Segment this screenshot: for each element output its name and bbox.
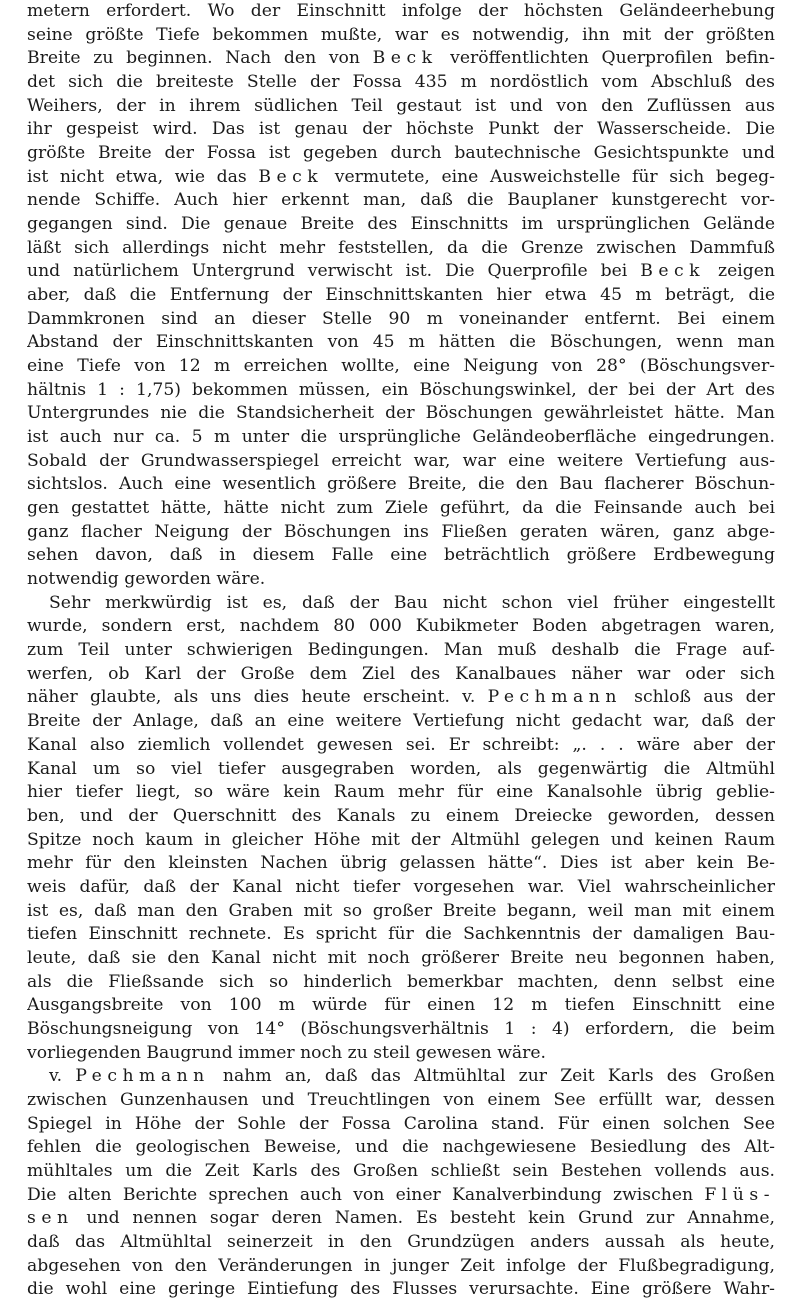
spaced-name: Pechmann: [75, 1066, 210, 1087]
spaced-name: Flüs-: [704, 1184, 775, 1205]
text-line: [27, 805, 775, 829]
spaced-name: Beck: [258, 166, 324, 187]
text-segment: gen gestattet hätte, hätte nicht zum Ziele geführt, da die Feinsande auch bei: [27, 498, 775, 519]
text-segment: Ausgangsbreite von 100 m würde für einen 12 m tiefen Einschnitt eine: [27, 995, 775, 1016]
text-line: [27, 1136, 775, 1160]
text-line: [27, 473, 775, 497]
text-segment: Sehr merkwürdig ist es, daß der Bau nicht schon viel früher eingestellt: [49, 592, 775, 613]
text-line: [27, 781, 775, 805]
text-line: [27, 521, 775, 545]
text-line: [27, 308, 775, 332]
text-segment: gegangen sind. Die genaue Breite des Einschnitts im ursprünglichen Gelände: [27, 214, 775, 235]
text-segment: als die Fließsande sich so hinderlich bemerkbar machten, denn selbst eine: [27, 971, 775, 992]
text-segment: Die alten Berichte sprechen auch von einer Kanalverbindung zwischen: [27, 1184, 705, 1205]
text-segment: Böschungsneigung von 14° (Böschungsverhältnis 1 : 4) erfordern, die beim: [27, 1018, 775, 1039]
paragraph: [27, 592, 775, 1065]
text-line: [27, 686, 775, 710]
text-segment: tiefen Einschnitt rechnete. Es spricht für die Sachkenntnis der damaligen Bau-: [27, 924, 775, 945]
text-segment: näher glaubte, als uns dies heute erscheint. v.: [27, 687, 488, 708]
paragraph: [27, 1065, 775, 1302]
text-segment: die wohl eine geringe Eintiefung des Flusses verursachte. Eine größere Wahr-: [27, 1279, 775, 1300]
text-segment: veröffentlichten Querprofilen befin-: [437, 48, 775, 69]
text-segment: vermutete, eine Ausweichstelle für sich begeg-: [323, 166, 775, 187]
text-segment: weis dafür, daß der Kanal nicht tiefer vorgesehen war. Viel wahrscheinlicher: [27, 876, 775, 897]
text-line: [27, 829, 775, 853]
text-segment: metern erfordert. Wo der Einschnitt infolge der höchsten Geländeerhebung: [27, 1, 775, 21]
text-segment: ist auch nur ca. 5 m unter die ursprüngliche Geländeoberfläche eingedrungen.: [27, 427, 775, 448]
text-line: [27, 379, 775, 403]
text-segment: Dammkronen sind an dieser Stelle 90 m voneinander entfernt. Bei einem: [27, 308, 775, 329]
text-segment: daß das Altmühltal seinerzeit in den Grundzügen anders aussah als heute,: [27, 1231, 775, 1252]
text-segment: und natürlichem Untergrund verwischt ist. Die Querprofile bei: [27, 261, 641, 282]
text-segment: Sobald der Grundwasserspiegel erreicht war, war eine weitere Vertiefung aus-: [27, 450, 775, 471]
text-segment: mühltales um die Zeit Karls des Großen schließt sein Bestehen vollends aus.: [27, 1160, 775, 1181]
text-segment: sehen davon, daß in diesem Falle eine beträchtlich größere Erdbewegung: [27, 545, 775, 566]
text-segment: nende Schiffe. Auch hier erkennt man, daß die Bauplaner kunstgerecht vor-: [27, 190, 775, 211]
text-line: [27, 355, 775, 379]
text-line: [27, 95, 775, 119]
text-line: [27, 947, 775, 971]
text-line: [27, 1018, 775, 1042]
text-segment: Untergrundes nie die Standsicherheit der Böschungen gewährleistet hätte. Man: [27, 403, 775, 424]
text-line: [27, 1278, 775, 1302]
text-line: [27, 544, 775, 568]
document-page: [27, 0, 775, 1300]
text-segment: aber, daß die Entfernung der Einschnittskanten hier etwa 45 m beträgt, die: [27, 285, 775, 306]
text-line: [27, 710, 775, 734]
text-line: [27, 47, 775, 71]
text-line: [27, 402, 775, 426]
text-line: [27, 734, 775, 758]
text-line: [27, 189, 775, 213]
text-segment: sichtslos. Auch eine wesentlich größere Breite, die den Bau flacherer Böschun-: [27, 474, 775, 495]
text-segment: ist es, daß man den Graben mit so großer Breite begann, weil man mit einem: [27, 900, 775, 921]
text-segment: zeigen: [705, 261, 775, 282]
text-segment: zum Teil unter schwierigen Bedingungen. Man muß deshalb die Frage auf-: [27, 640, 775, 661]
text-line: [27, 237, 775, 261]
text-line: [27, 0, 775, 24]
text-line: [27, 568, 775, 592]
text-line: [27, 166, 775, 190]
text-segment: Kanal um so viel tiefer ausgegraben worden, als gegenwärtig die Altmühl: [27, 758, 775, 779]
spaced-name: Beck: [372, 48, 438, 69]
text-segment: ganz flacher Neigung der Böschungen ins Fließen geraten wären, ganz abge-: [27, 521, 775, 542]
text-line: [27, 331, 775, 355]
text-line: [27, 1089, 775, 1113]
text-segment: Breite der Anlage, daß an eine weitere Vertiefung nicht gedacht war, daß der: [27, 711, 775, 732]
text-line: [27, 1160, 775, 1184]
text-line: [27, 900, 775, 924]
text-line: [27, 852, 775, 876]
text-line: [27, 1231, 775, 1255]
text-line: [27, 1255, 775, 1279]
text-segment: ist nicht etwa, wie das: [27, 166, 259, 187]
spaced-name: sen: [27, 1208, 74, 1229]
text-segment: det sich die breiteste Stelle der Fossa 435 m nordöstlich vom Abschluß des: [27, 72, 775, 93]
text-segment: notwendig geworden wäre.: [27, 569, 266, 590]
text-line: [27, 284, 775, 308]
text-segment: Breite zu beginnen. Nach den von: [27, 48, 373, 69]
text-line: [27, 592, 775, 616]
text-segment: schloß aus der: [621, 687, 775, 708]
text-line: [27, 615, 775, 639]
text-line: [27, 497, 775, 521]
text-line: [27, 260, 775, 284]
text-line: [27, 450, 775, 474]
text-segment: nahm an, daß das Altmühltal zur Zeit Karls des Großen: [209, 1066, 775, 1087]
text-line: [27, 118, 775, 142]
text-line: [27, 426, 775, 450]
paragraph: [27, 0, 775, 592]
text-segment: hier tiefer liegt, so wäre kein Raum mehr für eine Kanalsohle übrig geblie-: [27, 782, 775, 803]
text-line: [27, 876, 775, 900]
text-segment: eine Tiefe von 12 m erreichen wollte, eine Neigung von 28° (Böschungsver-: [27, 356, 775, 377]
text-line: [27, 142, 775, 166]
text-line: [27, 24, 775, 48]
text-segment: läßt sich allerdings nicht mehr feststellen, da die Grenze zwischen Dammfuß: [27, 237, 775, 258]
text-segment: leute, daß sie den Kanal nicht mit noch größerer Breite neu begonnen haben,: [27, 947, 775, 968]
text-segment: ihr gespeist wird. Das ist genau der höchste Punkt der Wasserscheide. Die: [27, 119, 775, 140]
text-line: [27, 1113, 775, 1137]
text-line: [27, 1042, 775, 1066]
text-line: [27, 71, 775, 95]
text-segment: und nennen sogar deren Namen. Es besteht kein Grund zur Annahme,: [73, 1208, 775, 1229]
text-segment: mehr für den kleinsten Nachen übrig gelassen hätte“. Dies ist aber kein Be-: [27, 853, 775, 874]
text-line: [27, 663, 775, 687]
text-segment: hältnis 1 : 1,75) bekommen müssen, ein Böschungswinkel, der bei der Art des: [27, 379, 775, 400]
text-line: [27, 639, 775, 663]
text-segment: wurde, sondern erst, nachdem 80 000 Kubikmeter Boden abgetragen waren,: [27, 616, 775, 637]
spaced-name: Beck: [640, 261, 706, 282]
text-segment: Spitze noch kaum in gleicher Höhe mit der Altmühl gelegen und keinen Raum: [27, 829, 775, 850]
text-segment: werfen, ob Karl der Große dem Ziel des Kanalbaues näher war oder sich: [27, 663, 775, 684]
text-line: [27, 971, 775, 995]
text-segment: vorliegenden Baugrund immer noch zu steil gewesen wäre.: [27, 1042, 547, 1063]
text-line: [27, 994, 775, 1018]
text-segment: Spiegel in Höhe der Sohle der Fossa Carolina stand. Für einen solchen See: [27, 1113, 775, 1134]
text-segment: v.: [49, 1066, 76, 1087]
text-line: [27, 213, 775, 237]
text-line: [27, 758, 775, 782]
text-segment: ben, und der Querschnitt des Kanals zu einem Dreiecke geworden, dessen: [27, 805, 775, 826]
text-segment: seine größte Tiefe bekommen mußte, war es notwendig, ihn mit der größten: [27, 24, 775, 45]
text-segment: größte Breite der Fossa ist gegeben durch bautechnische Gesichtspunkte und: [27, 143, 775, 164]
text-segment: Abstand der Einschnittskanten von 45 m hätten die Böschungen, wenn man: [27, 332, 775, 353]
text-segment: Kanal also ziemlich vollendet gewesen sei. Er schreibt: „. . . wäre aber der: [27, 734, 775, 755]
spaced-name: Pechmann: [487, 687, 622, 708]
text-line: [27, 1207, 775, 1231]
text-segment: fehlen die geologischen Beweise, und die nachgewiesene Besiedlung des Alt-: [27, 1137, 775, 1158]
text-segment: abgesehen von den Veränderungen in junger Zeit infolge der Flußbegradigung,: [27, 1255, 775, 1276]
text-segment: zwischen Gunzenhausen und Treuchtlingen von einem See erfüllt war, dessen: [27, 1089, 775, 1110]
text-line: [27, 1065, 775, 1089]
text-segment: Weihers, der in ihrem südlichen Teil gestaut ist und von den Zuflüssen aus: [27, 95, 775, 116]
text-line: [27, 923, 775, 947]
text-line: [27, 1184, 775, 1208]
